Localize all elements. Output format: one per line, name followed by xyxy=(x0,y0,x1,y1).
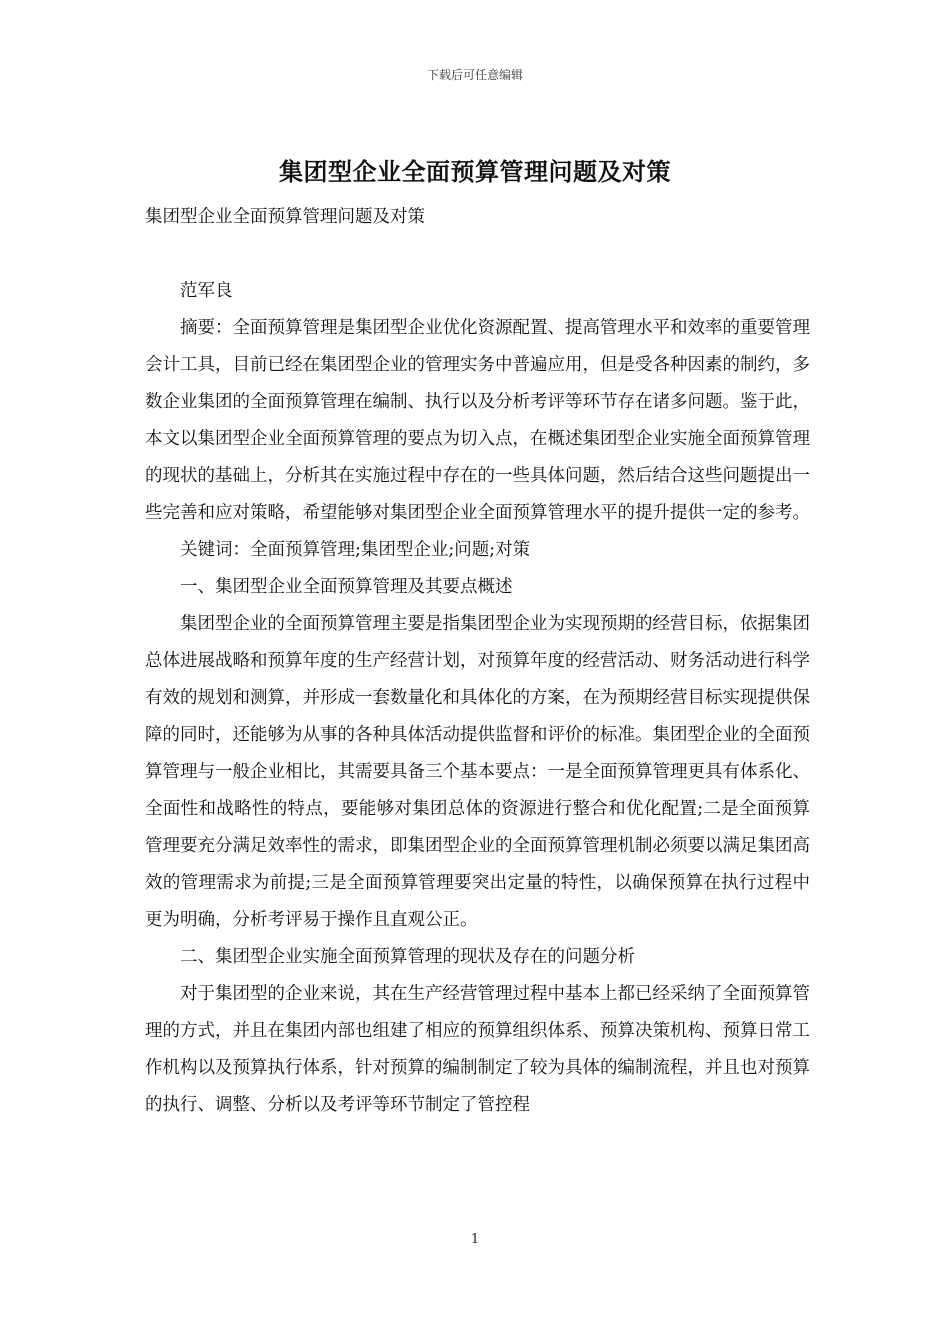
abstract-paragraph: 摘要：全面预算管理是集团型企业优化资源配置、提高管理水平和效率的重要管理会计工具，目前已经在集团型企业的管理实务中普遍应用，但是受各种因素的制约，多数企业集团的全面预算管理在编制、执行以及分析考评等环节存在诸多问题。鉴于此，本文以集团型企业全面预算管理的要点为切入点，在概述集团型企业实施全面预算管理的现状的基础上，分析其在实施过程中存在的一些具体问题，然后结合这些问题提出一些完善和应对策略，希望能够对集团型企业全面预算管理水平的提升提供一定的参考。 xyxy=(145,318,810,523)
page-number: 1 xyxy=(470,1232,480,1247)
document-title: 集团型企业全面预算管理问题及对策 xyxy=(279,157,671,186)
document-body xyxy=(145,199,810,1124)
document-subtitle: 集团型企业全面预算管理问题及对策 xyxy=(145,207,425,227)
section-2-paragraph: 对于集团型的企业来说，其在生产经营管理过程中基本上都已经采纳了全面预算管理的方式，并且在集团内部也组建了相应的预算组织体系、预算决策机构、预算日常工作机构以及预算执行体系，针对预算的编制制定了较为具体的编制流程，并且也对预算的执行、调整、分析以及考评等环节制定了管控程 xyxy=(145,984,810,1115)
author-name: 范军良 xyxy=(180,281,233,301)
keywords-line: 关键词：全面预算管理;集团型企业;问题;对策 xyxy=(180,540,531,560)
header-note: 下载后可任意编辑 xyxy=(426,68,523,82)
section-1-heading: 一、集团型企业全面预算管理及其要点概述 xyxy=(180,577,513,597)
section-2-heading: 二、集团型企业实施全面预算管理的现状及存在的问题分析 xyxy=(180,947,635,967)
section-1-paragraph: 集团型企业的全面预算管理主要是指集团型企业为实现预期的经营目标，依据集团总体进展战略和预算年度的生产经营计划，对预算年度的经营活动、财务活动进行科学有效的规划和测算，并形成一套数量化和具体化的方案，在为预期经营目标实现提供保障的同时，还能够为从事的各种具体活动提供监督和评价的标准。集团型企业的全面预算管理与一般企业相比，其需要具备三个基本要点：一是全面预算管理更具有体系化、全面性和战略性的特点，要能够对集团总体的资源进行整合和优化配置;二是全面预算管理要充分满足效率性的需求，即集团型企业的全面预算管理机制必须要以满足集团高效的管理需求为前提;三是全面预算管理要突出定量的特性，以确保预算在执行过程中更为明确，分析考评易于操作且直观公正。 xyxy=(145,614,810,930)
blank-line xyxy=(145,236,810,273)
